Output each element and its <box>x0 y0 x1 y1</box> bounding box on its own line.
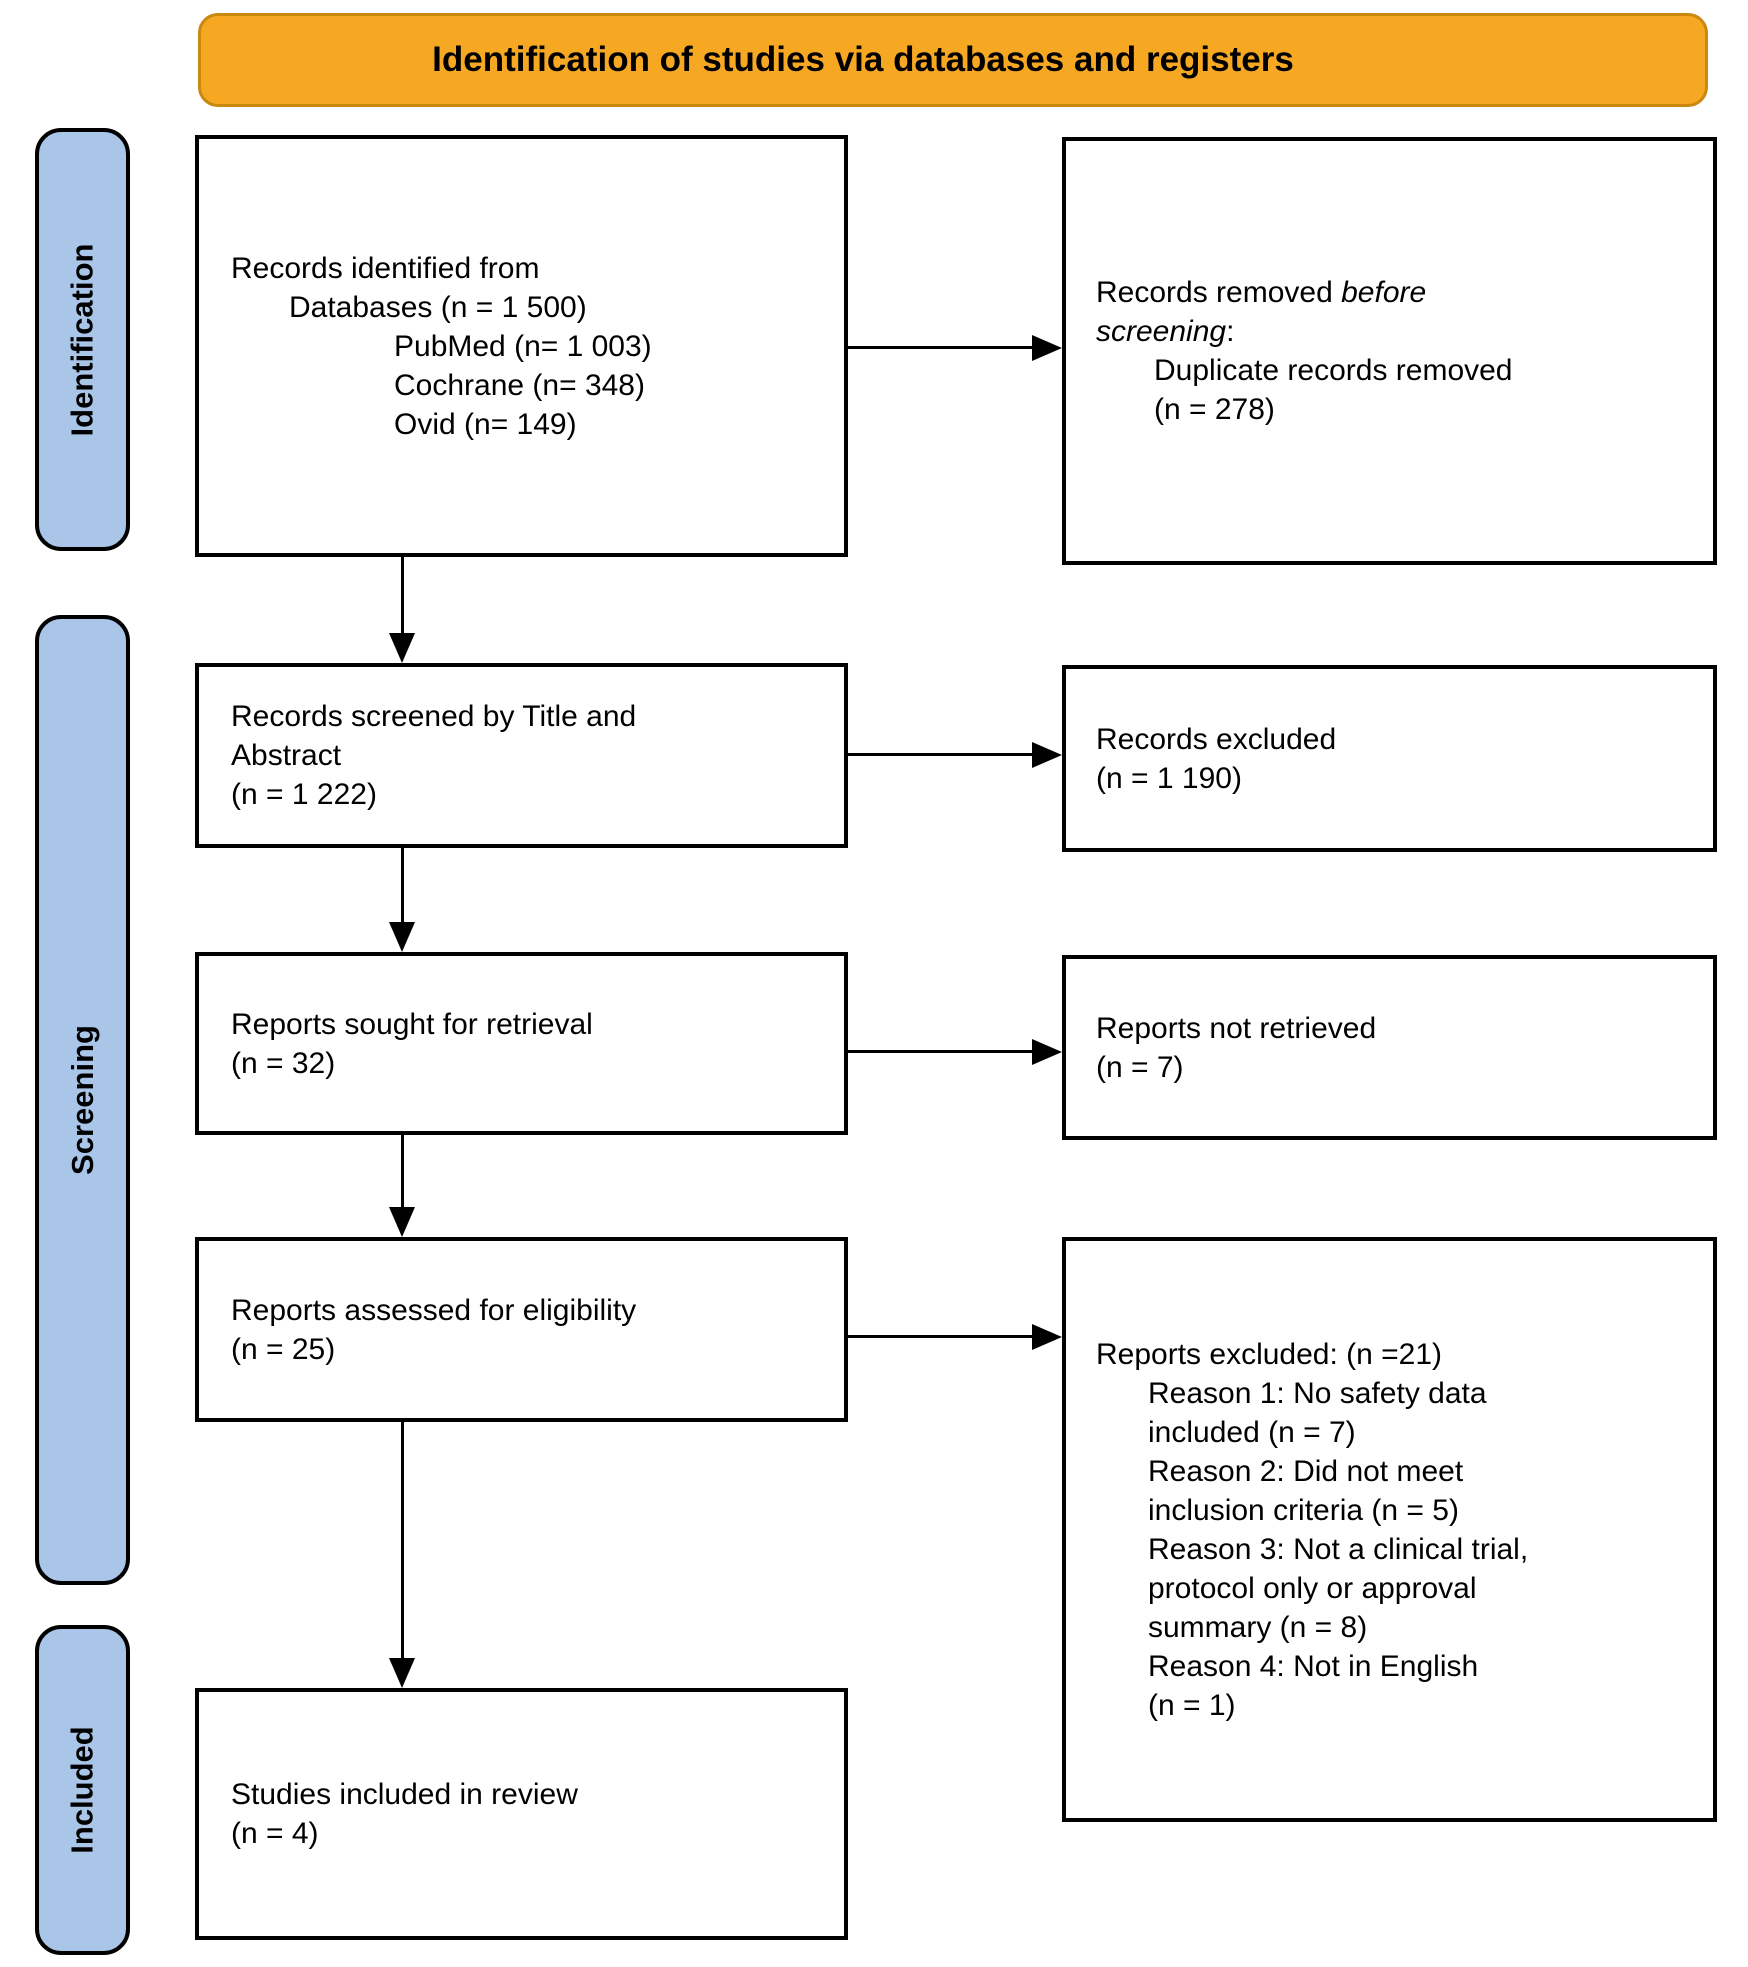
stage-included-label: Included <box>64 1726 100 1854</box>
arrow-identified-to-removed-head-icon <box>1032 335 1062 361</box>
records-identified-line: Cochrane (n= 348) <box>394 368 645 402</box>
arrow-screened-to-sought-line <box>401 848 404 922</box>
arrow-screened-to-sought-head-icon <box>389 922 415 952</box>
reports-not-retrieved-line: (n = 7) <box>1096 1050 1184 1084</box>
reports-excluded-line: summary (n = 8) <box>1148 1610 1368 1644</box>
box-records-removed <box>1062 137 1717 565</box>
reports-excluded-header: Reports excluded: (n =21) <box>1096 1337 1443 1371</box>
records-removed-line: Records removed before <box>1096 276 1427 309</box>
reports-not-retrieved-line: Reports not retrieved <box>1096 1011 1377 1045</box>
box-reports-excluded <box>1062 1237 1717 1822</box>
arrow-sought-to-assessed-line <box>401 1135 404 1207</box>
arrow-sought-to-notretrieved-head-icon <box>1032 1039 1062 1065</box>
stage-screening-label: Screening <box>64 1025 100 1175</box>
banner-title: Identification of studies via databases and registers <box>432 39 1294 79</box>
reports-assessed-line: (n = 25) <box>231 1332 336 1366</box>
box-studies-included <box>195 1688 848 1940</box>
reports-excluded-line: Reason 1: No safety data <box>1148 1376 1487 1410</box>
records-identified-line: Records identified from <box>231 251 540 285</box>
arrow-screened-to-excluded-line <box>848 753 1032 756</box>
studies-included-line: (n = 4) <box>231 1817 319 1850</box>
studies-included-line: Studies included in review <box>231 1778 578 1811</box>
reports-excluded-line: Reason 2: Did not meet <box>1148 1454 1464 1488</box>
records-removed-line: screening: <box>1096 315 1235 348</box>
reports-sought-line: Reports sought for retrieval <box>231 1007 593 1041</box>
reports-excluded-line: Reason 4: Not in English <box>1148 1649 1479 1683</box>
arrow-identified-to-screened-head-icon <box>389 633 415 663</box>
stage-identification-label: Identification <box>64 243 100 436</box>
arrow-assessed-to-included-head-icon <box>389 1658 415 1688</box>
records-identified-line: Databases (n = 1 500) <box>289 290 587 324</box>
records-removed-line: Duplicate records removed <box>1154 354 1513 387</box>
reports-excluded-line: Reason 3: Not a clinical trial, <box>1148 1532 1529 1566</box>
box-reports-assessed <box>195 1237 848 1422</box>
records-screened-line: Abstract <box>231 739 342 772</box>
arrow-assessed-to-reportsexcluded-head-icon <box>1032 1324 1062 1350</box>
box-reports-sought <box>195 952 848 1135</box>
stage-screening <box>35 615 130 1585</box>
records-identified-line: PubMed (n= 1 003) <box>394 329 652 363</box>
stage-included <box>35 1625 130 1955</box>
reports-excluded-line: included (n = 7) <box>1148 1415 1356 1449</box>
reports-sought-line: (n = 32) <box>231 1046 336 1080</box>
records-removed-line: (n = 278) <box>1154 393 1275 426</box>
records-identified-line: Ovid (n= 149) <box>394 407 577 441</box>
box-records-screened <box>195 663 848 848</box>
arrow-assessed-to-included-line <box>401 1422 404 1658</box>
reports-excluded-line: (n = 1) <box>1148 1688 1236 1722</box>
reports-assessed-line: Reports assessed for eligibility <box>231 1293 637 1327</box>
arrow-sought-to-notretrieved-line <box>848 1050 1032 1053</box>
arrow-screened-to-excluded-head-icon <box>1032 742 1062 768</box>
records-excluded-line: (n = 1 190) <box>1096 761 1242 795</box>
arrow-identified-to-screened-line <box>401 557 404 633</box>
stage-identification <box>35 128 130 551</box>
records-screened-line: (n = 1 222) <box>231 778 377 811</box>
arrow-assessed-to-reportsexcluded-line <box>848 1335 1032 1338</box>
arrow-sought-to-assessed-head-icon <box>389 1207 415 1237</box>
reports-excluded-line: protocol only or approval <box>1148 1571 1477 1605</box>
box-records-excluded <box>1062 665 1717 852</box>
box-records-identified <box>195 135 848 557</box>
records-excluded-line: Records excluded <box>1096 722 1337 756</box>
box-reports-not-retrieved <box>1062 955 1717 1140</box>
arrow-identified-to-removed-line <box>848 346 1032 349</box>
records-screened-line: Records screened by Title and <box>231 700 637 733</box>
reports-excluded-line: inclusion criteria (n = 5) <box>1148 1493 1459 1527</box>
banner <box>198 13 1708 107</box>
